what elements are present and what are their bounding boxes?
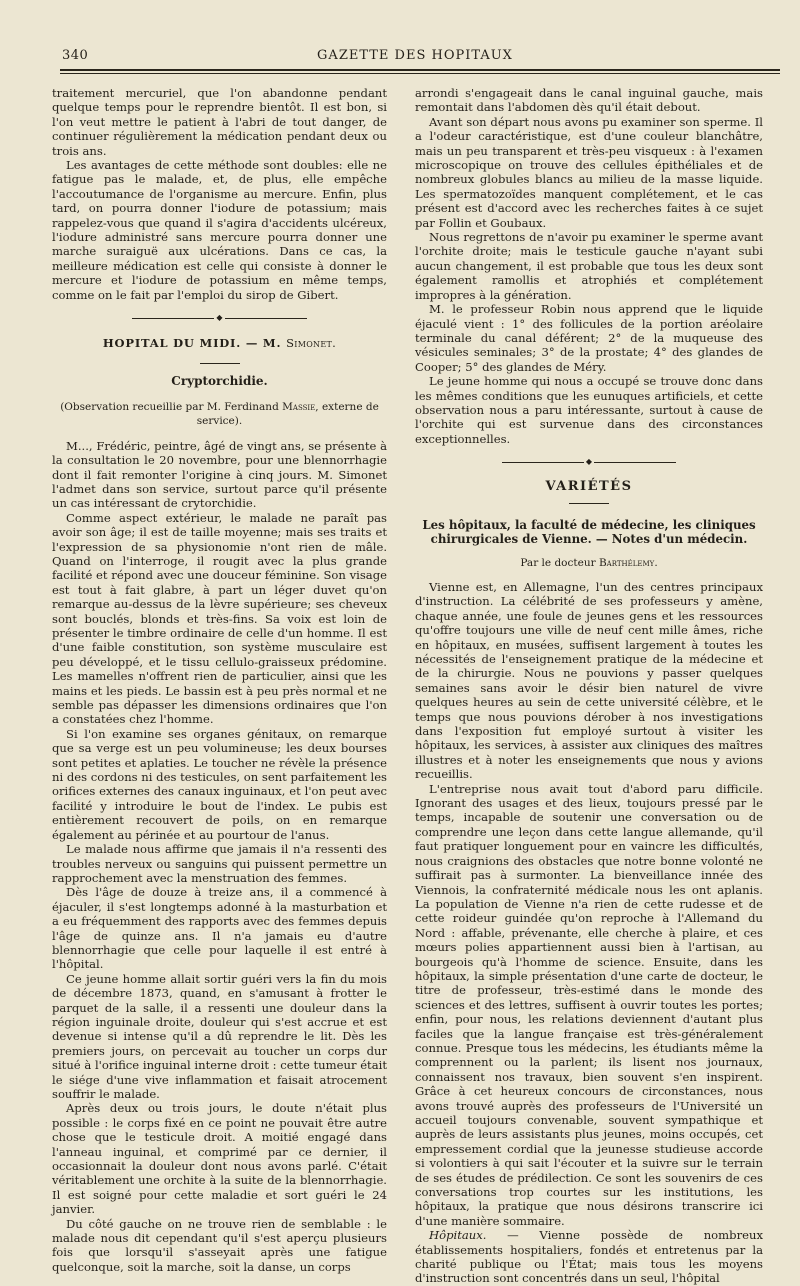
- page-header: [50, 20, 780, 68]
- paragraph: Le jeune homme qui nous a occupé se trouve donc dans les mêmes conditions que les eunuques artificiels, et cette observation nous a paru intéressante, surtout à cause de l'orchite qui est survenue dans des circonstances exceptionnelles.: [415, 374, 763, 446]
- paragraph: Dès l'âge de douze à treize ans, il a commencé à éjaculer, il s'est longtemps adonné à la masturbation et a eu fréquemment des rapports avec des femmes depuis l'âge de quinze ans. Il n'a jamais eu d'autre blennorrhagie que celle pour laquelle il est entré à l'hôpital.: [52, 885, 387, 972]
- observation-credit: (Observation recueillie par M. Ferdinand Massie, externe de service).: [60, 400, 379, 428]
- paragraph: M..., Frédéric, peintre, âgé de vingt ans, se présente à la consultation le 20 novembre, pour une blennorrhagie dont il fait remonter l'origine à cinq jours. M. Simonet l'admet dans son service, surtout parce qu'il présente un cas intéressant de crytorchidie.: [52, 438, 387, 511]
- paragraph: arrondi s'engageait dans le canal inguinal gauche, mais remontait dans l'abdomen dès qu'il était debout.: [415, 86, 763, 115]
- paragraph: Les avantages de cette méthode sont doubles: elle ne fatigue pas le malade, et, de plus, elle empêche l'accoutumance de l'organisme au mercure. Enfin, plus tard, on pourra donner l'iodure de potassium; mais rappelez-vous que quand il s'agira d'accidents ulcéreux, l'iodure administré sans mercure pourra donner une marche suraiguë aux ulcérations. Dans ce cas, la meilleure médication est celle qui consiste à donner le mercure et l'iodure de potassium en même temps, comme on le fait par l'emploi du sirop de Gibert.: [52, 158, 387, 302]
- section-separator: ◆: [52, 314, 387, 322]
- paragraph: Vienne est, en Allemagne, l'un des centres principaux d'instruction. La célébrité de ses professeurs y amène, chaque année, une foule de jeunes gens et les ressources qu'offre toujours une ville de neuf cent mille âmes, riche en hôpitaux, en musées, suffisent largement à toutes les nécessités de l'enseignement pratique de la médecine et de la chirurgie. Nous ne pouvions y passer quelques semaines sans avoir le désir bien naturel de vivre quelques heures au sein de cette université célèbre, et le temps que nous pouvions dérober à nos investigations dans l'exposition fut employé surtout à visiter les hôpitaux, les services, à assister aux cliniques des maîtres illustres et à noter les enseignements que nous y avions recueillis.: [415, 579, 763, 782]
- article-title: Cryptorchidie.: [171, 373, 268, 388]
- paragraph: traitement mercuriel, que l'on abandonne pendant quelque temps pour le reprendre bientôt. Il est bon, si l'on veut mettre le patient à l'abri de tout danger, de continuer régulièrement la médication pendant deux ou trois ans.: [52, 86, 387, 158]
- page-number: 340: [62, 48, 89, 63]
- header-rule-thin: [60, 73, 780, 74]
- paragraph: Si l'on examine ses organes génitaux, on remarque que sa verge est un peu volumineuse; les deux bourses sont petites et aplaties. Le toucher ne révèle la présence ni des cordons ni des testicules, on sent parfaitement les orifices externes des canaux inguinaux, et l'on peut avec facilité y introduire le bout de l'index. Le pubis est entièrement recouvert de poils, on en remarque également au périnée et au pourtour de l'anus.: [52, 726, 388, 842]
- varietes-heading: VARIÉTÉS: [545, 479, 633, 495]
- paragraph: Comme aspect extérieur, le malade ne paraît pas avoir son âge; il est de taille moyenne; mais ses traits et l'expression de sa physionomie n'ont rien de mâle. Quand on l'interroge, il rougit avec la plus grande facilité et répond avec une douceur féminine. Son visage est tout à fait glabre, à part un léger duvet qu'on remarque au-dessus de la lèvre supérieure; ses cheveux sont bouclés, blonds et très-fins. Sa voix est loin de présenter le timbre ordinaire de celle d'un homme. Il est d'une faible constitution, son système musculaire est peu développé, et le tissu cellulo-graisseux prédomine. Les mamelles n'offrent rien de particulier, ainsi que les mains et les pieds. Le bassin est à peu près normal et ne semble pas dépasser les dimensions ordinaires que l'on a constatées chez l'homme.: [52, 510, 387, 727]
- section-separator: ◆: [415, 458, 763, 466]
- paragraph: Ce jeune homme allait sortir guéri vers la fin du mois de décembre 1873, quand, en s'amusant à frotter le parquet de la salle, il a ressenti une douleur dans la région inguinale droite, douleur qui s'est accrue et est devenue si intense qu'il a dû reprendre le lit. Dès les premiers jours, on percevait au toucher un corps dur situé à l'orifice inguinal interne droit : cette tumeur était le siége d'une vive inflammation et faisait atrocement souffrir le malade.: [52, 971, 387, 1101]
- paragraph: Le malade nous affirme que jamais il n'a ressenti des troubles nerveux ou sanguins qui puissent permettre un rapprochement avec la menstruation des femmes.: [52, 842, 387, 885]
- paragraph: Nous regrettons de n'avoir pu examiner le sperme avant l'orchite droite; mais le testicule gauche n'ayant subi aucun changement, il est probable que tous les deux sont également ramollis et atrophiés et complétement impropres à la génération.: [415, 230, 763, 302]
- paragraph: Du côté gauche on ne trouve rien de semblable : le malade nous dit cependant qu'il s'est aperçu plusieurs fois que lorsqu'il s'asseyait après une fatigue quelconque, soit la marche, soit la danse, un corps: [52, 1216, 387, 1274]
- left-column: [52, 86, 388, 1274]
- section-heading: HOPITAL DU MIDI. — M. Simonet.: [102, 336, 337, 351]
- paragraph: L'entreprise nous avait tout d'abord paru difficile. Ignorant des usages et des lieux, toujours pressé par le temps, incapable de soutenir une conversation ou de comprendre une leçon dans cette langue allemande, qu'il faut pratiquer longuement pour en vaincre les difficultés, nous craignions des obstacles que notre bonne volonté ne suffirait pas à surmonter. La bienveillance innée des Viennois, la confraternité médicale nous les ont aplanis. La population de Vienne n'a rien de cette rudesse et de cette roideur guindée qu'on reproche à l'Allemand du Nord : affable, prévenante, elle cherche à plaire, et ces mœurs polies appartiennent aussi bien à l'artisan, au bourgeois qu'à l'homme de science. Ensuite, dans les hôpitaux, la simple présentation d'une carte de docteur, le titre de professeur, très-estimé dans le monde des sciences et des lettres, suffisent à ouvrir toutes les portes; enfin, pour nous, les relations deviennent d'autant plus faciles que la langue française est très-généralement connue. Presque tous les médecins, les étudiants même la comprennent ou la parlent; ils lisent nos journaux, connaissent nos travaux, bien souvent s'en inspirent. Grâce à cet heureux concours de circonstances, nous avons trouvé auprès des professeurs de l'Université un accueil toujours convenable, souvent sympathique et auprès de leurs assistants plus jeunes, moins occupés, cet empressement cordial que la jeunesse studieuse accorde si volontiers à qui sait l'écouter et la suivre sur le terrain de ses études de prédilection. Ce sont les souvenirs de ces conversations trop courtes sur les institutions, les hôpitaux, la pratique que nous désirons transcrire ici d'une manière sommaire.: [415, 781, 763, 1228]
- header-rule-thick: [60, 69, 780, 71]
- short-rule: [569, 503, 609, 504]
- byline: Par le docteur Barthélemy.: [520, 556, 658, 569]
- paragraph: Avant son départ nous avons pu examiner son sperme. Il a l'odeur caractéristique, est d'une couleur blanchâtre, mais un peu transparent et très-peu visqueux : à l'examen microscopique on trouve des cellules épithéliales et de nombreux globules blancs au milieu de la masse liquide. Les spermatozoïdes manquent complétement, et le cas présent est d'accord avec les recherches faites à ce sujet par Follin et Goubaux.: [415, 114, 763, 230]
- right-column: [415, 86, 763, 1286]
- running-head: GAZETTE DES HOPITAUX: [317, 48, 513, 63]
- short-rule: [200, 363, 240, 364]
- article-title: Les hôpitaux, la faculté de médecine, les cliniques chirurgicales de Vienne. — Notes d'un médecin.: [422, 517, 756, 546]
- paragraph: Après deux ou trois jours, le doute n'était plus possible : le corps fixé en ce point ne pouvait être autre chose que le testicule droit. A moitié engagé dans l'anneau inguinal, et comprimé par ce dernier, il occasionnait la douleur dont nous avons parlé. C'était véritablement une orchite à la suite de la blennorrhagie. Il est soigné pour cette maladie et sort guéri le 24 janvier.: [52, 1101, 387, 1217]
- paragraph: Hôpitaux. — Vienne possède de nombreux établissements hospitaliers, fondés et entretenus par la charité publique ou l'État; mais tous les moyens d'instruction sont concentrés dans un seul, l'hôpital: [415, 1228, 763, 1286]
- paragraph: M. le professeur Robin nous apprend que le liquide éjaculé vient : 1° des follicules de la portion aréolaire terminale du canal déférent; 2° de la muqueuse des vésicules seminales; 3° de la prostate; 4° des glandes de Cooper; 5° des glandes de Méry.: [415, 302, 763, 374]
